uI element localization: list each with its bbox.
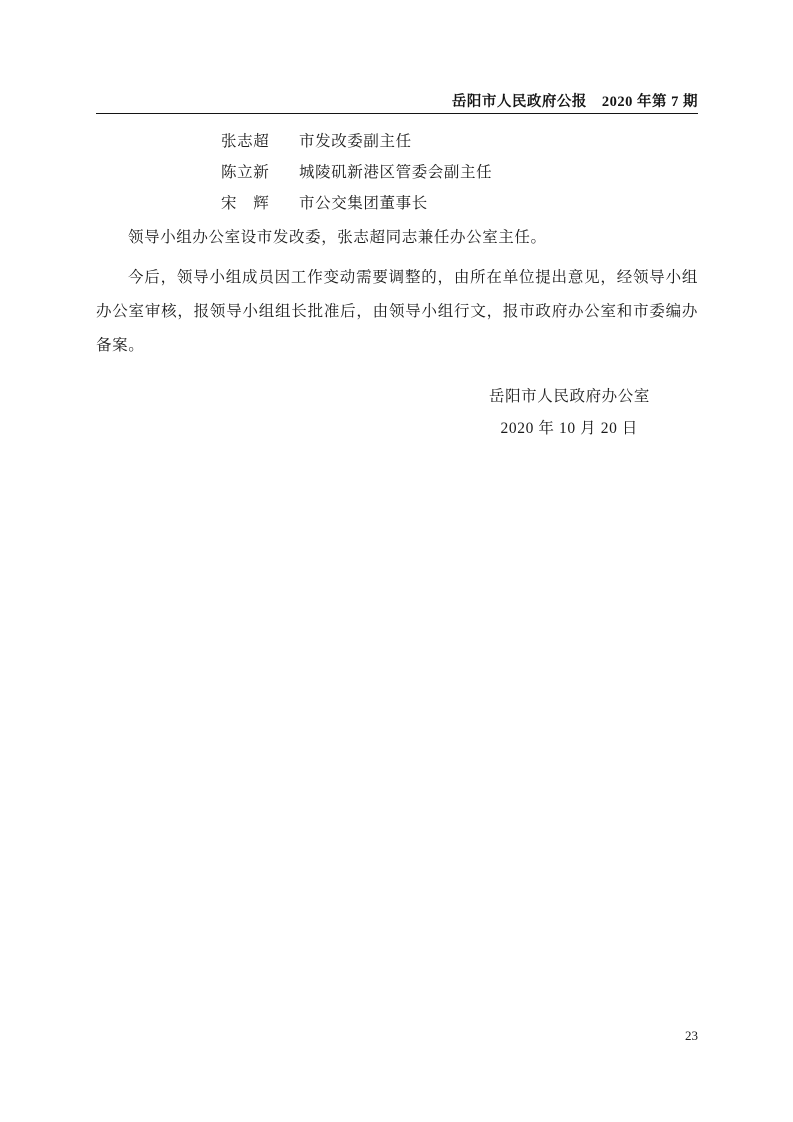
roster-name: 张志超 (221, 133, 270, 150)
signature-date: 2020 年 10 月 20 日 (500, 420, 638, 437)
signature-block (96, 382, 698, 446)
page-header: 岳阳市人民政府公报 2020 年第 7 期 (451, 94, 698, 110)
roster-position: 城陵矶新港区管委会副主任 (299, 164, 493, 181)
list-item (221, 157, 698, 188)
body-paragraph: 领导小组办公室设市发改委，张志超同志兼任办公室主任。 (128, 229, 547, 246)
page-number: 23 (685, 1028, 698, 1043)
header-divider (96, 113, 698, 114)
roster-position: 市公交集团董事长 (299, 195, 428, 212)
list-item (221, 126, 698, 157)
document-body (96, 126, 698, 363)
roster-name: 陈立新 (221, 164, 270, 181)
list-item (221, 188, 698, 219)
roster-position: 市发改委副主任 (299, 133, 412, 150)
signature-issuer: 岳阳市人民政府办公室 (488, 388, 650, 405)
body-paragraph: 今后，领导小组成员因工作变动需要调整的，由所在单位提出意见，经领导小组办公室审核，报领导小组组长批准后，由领导小组行文，报市政府办公室和市委编办备案。 (96, 269, 698, 354)
roster-name: 宋 辉 (221, 195, 270, 212)
